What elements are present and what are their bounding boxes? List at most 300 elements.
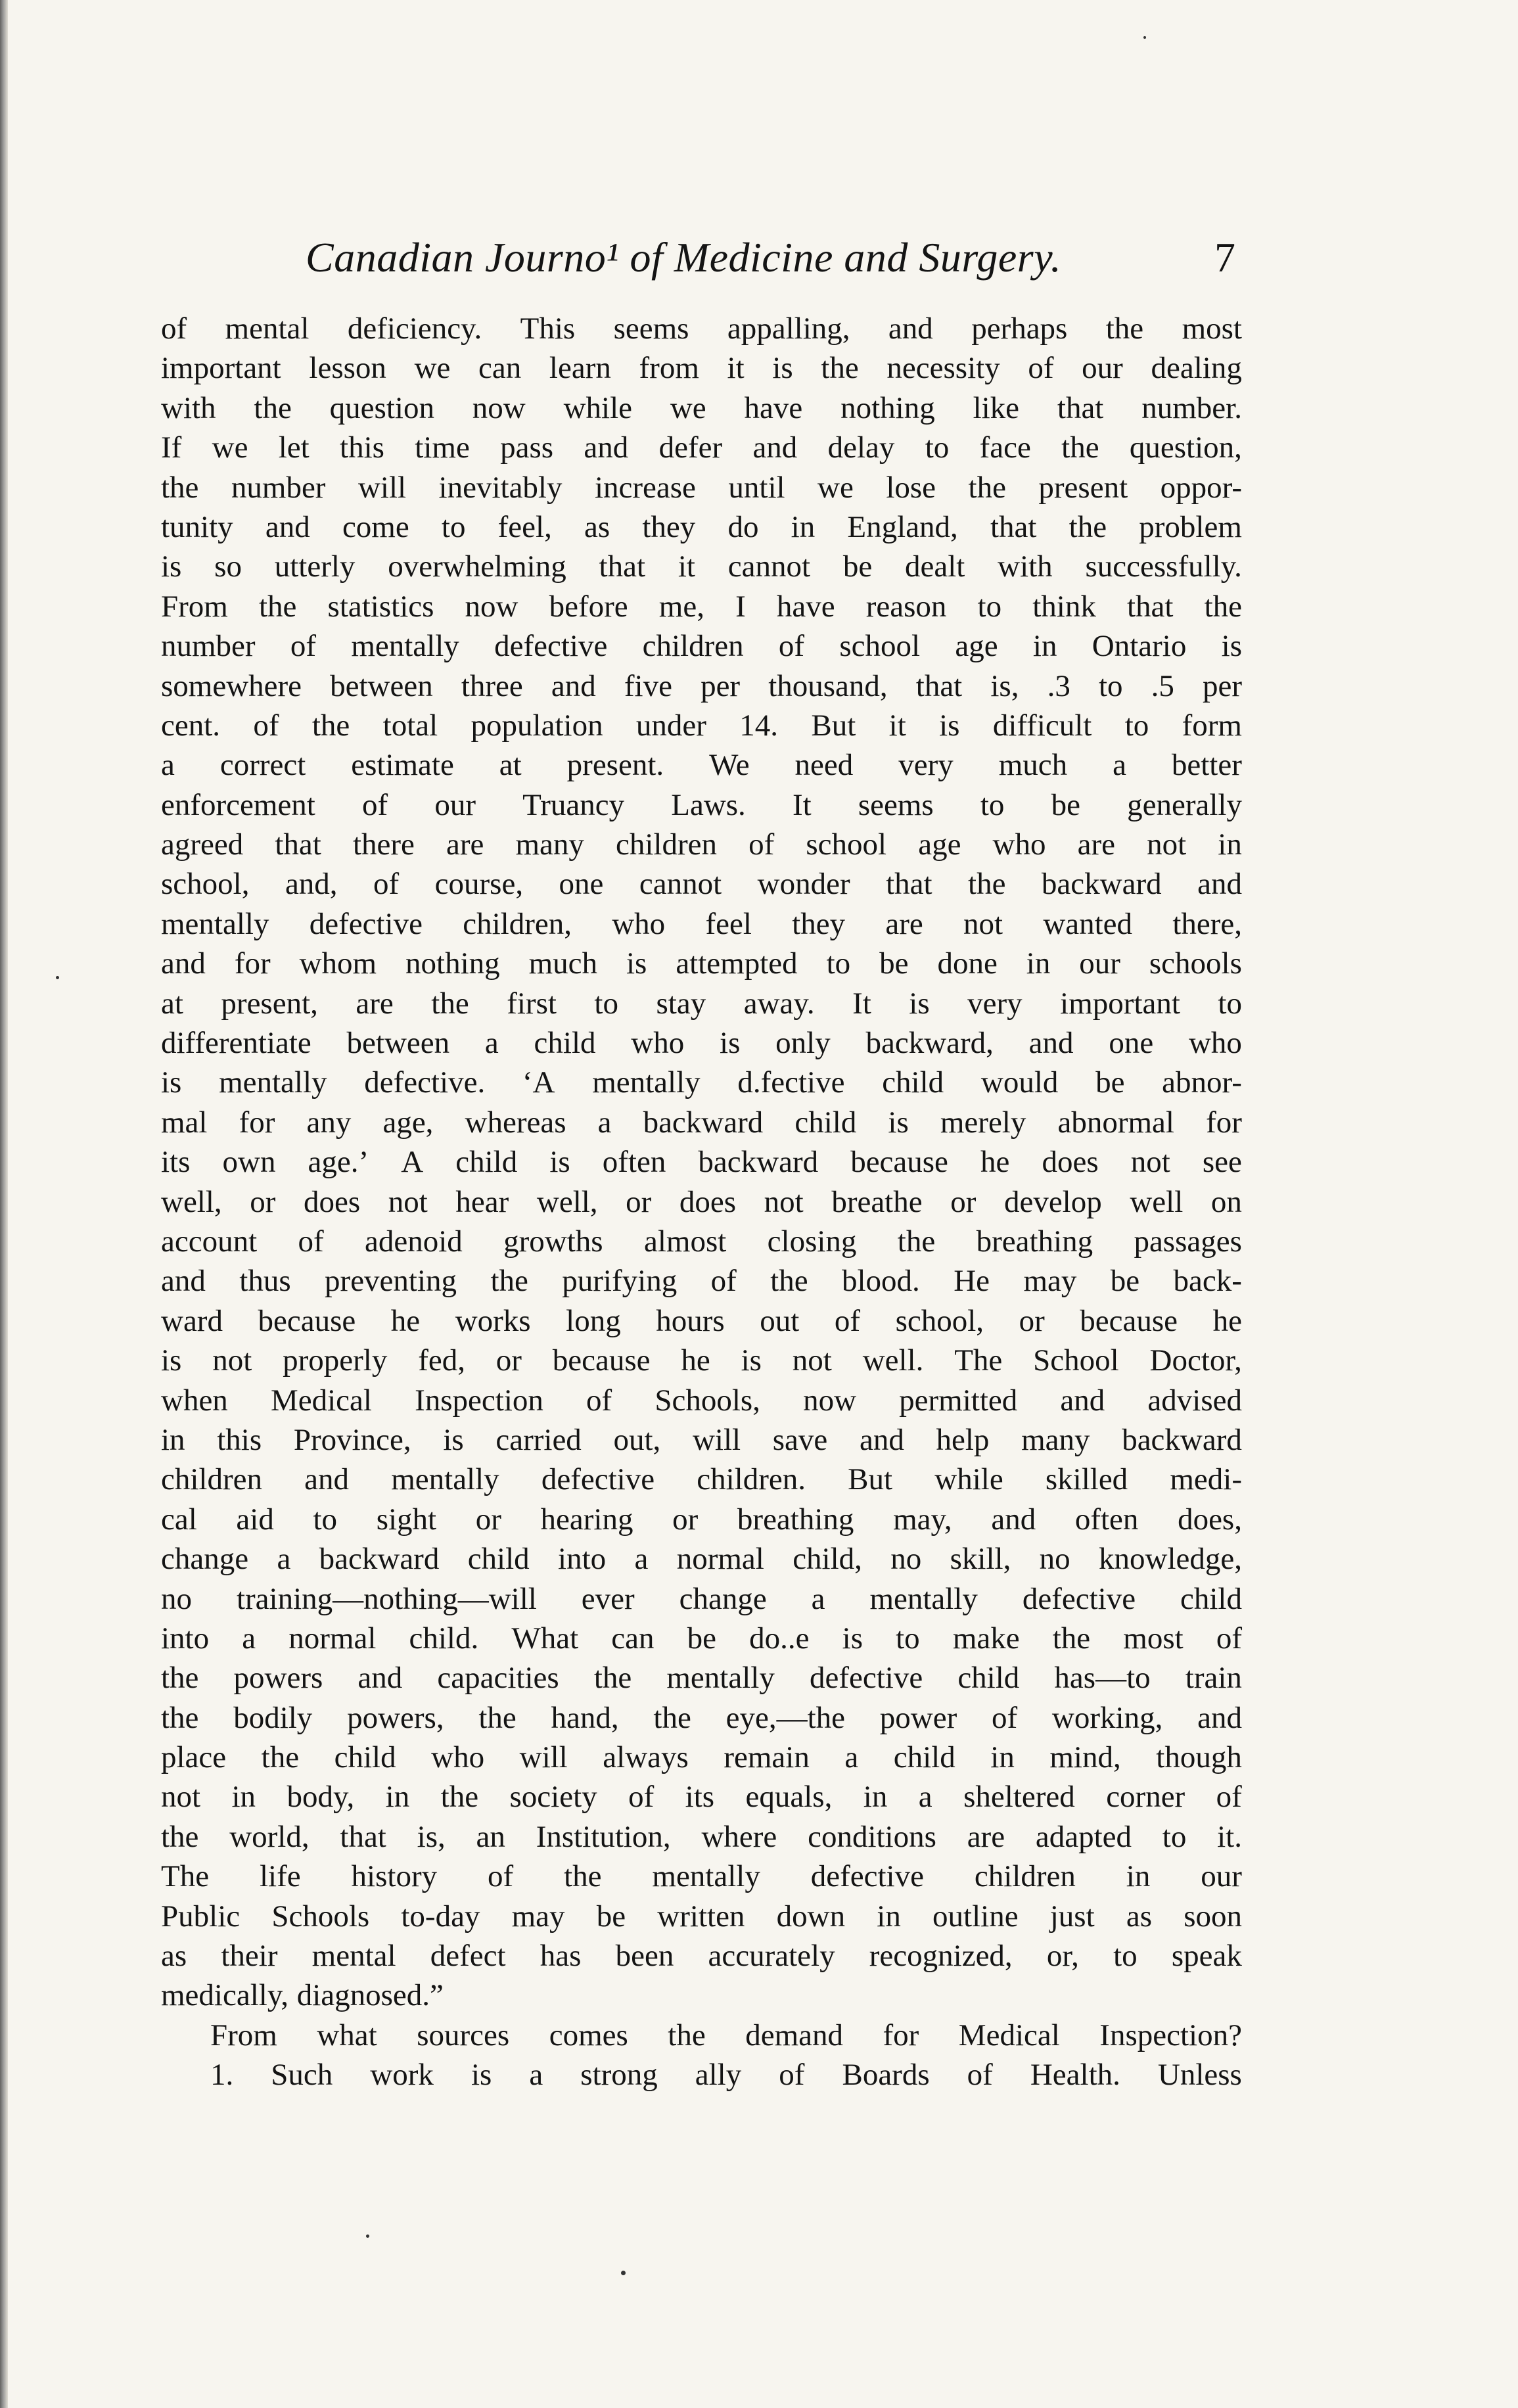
word: a [597, 1105, 612, 1140]
word: on [1210, 1184, 1242, 1219]
text-line [161, 1777, 1242, 1817]
text-line [161, 626, 1242, 666]
word: one [1109, 1026, 1154, 1061]
word: hand, [551, 1700, 619, 1735]
word: a [161, 748, 175, 783]
word: there, [1172, 906, 1242, 941]
word: that [886, 867, 932, 902]
word: schools [1149, 946, 1242, 981]
word: of [290, 629, 317, 664]
word: out, [613, 1422, 661, 1457]
word: first [507, 986, 557, 1021]
word: or [495, 1343, 522, 1378]
word: reason [865, 589, 947, 624]
word: help [936, 1422, 990, 1457]
word: that [990, 509, 1037, 544]
word: medically, [161, 1978, 289, 2013]
word: sheltered [963, 1780, 1075, 1815]
word: normal [288, 1621, 377, 1656]
word: that [915, 668, 963, 703]
word: or [475, 1502, 501, 1537]
word: save [772, 1422, 828, 1457]
word: From [210, 2018, 277, 2052]
word: in [231, 1780, 256, 1815]
word: feel [705, 906, 752, 941]
word: we [817, 470, 854, 505]
word: who [992, 827, 1046, 862]
word: is [720, 1026, 741, 1061]
word: thousand, [768, 668, 888, 703]
word: or [250, 1184, 276, 1219]
word: number [161, 629, 256, 664]
word: child [334, 1740, 396, 1775]
word: diagnosed.” [296, 1978, 444, 2013]
word: when [161, 1383, 228, 1418]
text-line [161, 1142, 1242, 1182]
word: no [1039, 1542, 1070, 1577]
text-line [161, 1420, 1242, 1460]
word: ally [695, 2058, 742, 2093]
word: a [918, 1780, 932, 1815]
word: world, [229, 1819, 310, 1854]
word: demand [745, 2018, 843, 2052]
word: many [515, 827, 584, 862]
word: is, [417, 1819, 446, 1854]
word: powers [233, 1661, 323, 1696]
page-number: 7 [1214, 234, 1235, 281]
word: to-day [401, 1899, 480, 1933]
text-line [161, 666, 1242, 706]
word: breathing [737, 1502, 854, 1537]
word: statistics [327, 589, 434, 624]
word: any [306, 1105, 352, 1140]
word: at [161, 986, 183, 1021]
word: lose [886, 470, 936, 505]
word: mentally [351, 629, 459, 664]
word: much [528, 946, 598, 981]
word: 14. [739, 708, 779, 743]
word: the [431, 986, 469, 1021]
word: no [890, 1542, 922, 1577]
word: It [852, 986, 871, 1021]
word: adapted [1035, 1819, 1132, 1854]
word: away. [743, 986, 815, 1021]
word: a [529, 2058, 543, 2093]
word: to [1113, 1939, 1138, 1974]
word: because [850, 1145, 948, 1180]
word: much [998, 748, 1068, 783]
word: or [672, 1502, 699, 1537]
word: is [842, 1621, 863, 1656]
word: to [441, 509, 466, 544]
word: and [265, 509, 310, 544]
word: of [488, 1859, 514, 1894]
word: of [586, 1383, 612, 1418]
word: work [370, 2058, 434, 2093]
word: blood. [842, 1264, 920, 1299]
word: of [967, 2058, 993, 2093]
text-line [161, 547, 1242, 586]
word: children. [697, 1462, 806, 1497]
text-line [161, 388, 1242, 428]
word: of [710, 1264, 737, 1299]
word: children [642, 629, 744, 664]
word: Ontario [1092, 629, 1187, 664]
word: in [791, 509, 816, 544]
word: and [991, 1502, 1036, 1537]
word: mentally [666, 1661, 775, 1696]
word: of [373, 867, 400, 902]
word: our [1079, 946, 1120, 981]
word: age, [382, 1105, 434, 1140]
word: estimate [351, 748, 454, 783]
text-line [161, 1897, 1242, 1936]
word: he [390, 1303, 421, 1338]
word: school, [895, 1303, 984, 1338]
word: From [161, 589, 228, 624]
word: they [642, 509, 696, 544]
text-line [161, 1936, 1242, 1976]
word: or [626, 1184, 652, 1219]
word: overwhelming [388, 549, 566, 584]
word: will [519, 1740, 568, 1775]
word: to [313, 1502, 338, 1537]
word: The [161, 1859, 210, 1894]
word: and [304, 1462, 350, 1497]
word: its [685, 1780, 715, 1815]
word: no [161, 1581, 192, 1616]
word: backward [1041, 867, 1162, 902]
word: it [888, 708, 906, 743]
word: down [776, 1899, 846, 1933]
word: written [657, 1899, 745, 1933]
word: this [340, 430, 384, 465]
word: defective [810, 1859, 924, 1894]
word: and [357, 1661, 403, 1696]
word: of [161, 312, 187, 346]
word: of [779, 2058, 805, 2093]
word: he [980, 1145, 1010, 1180]
word: now [803, 1383, 857, 1418]
word: power [879, 1700, 957, 1735]
word: mentally [869, 1581, 978, 1616]
word: Schools [271, 1899, 370, 1933]
word: necessity [886, 351, 1000, 386]
word: with [161, 390, 216, 425]
text-line [161, 1698, 1242, 1738]
word: while [563, 390, 633, 425]
word: total [382, 708, 438, 743]
word: backward [698, 1145, 819, 1180]
word: to [1162, 1819, 1187, 1854]
text-line [161, 1222, 1242, 1261]
word: will [692, 1422, 741, 1457]
word: is [161, 549, 182, 584]
word: well. [862, 1343, 924, 1378]
word: body, [287, 1780, 355, 1815]
word: strong [580, 2058, 658, 2093]
word: Province, [293, 1422, 411, 1457]
word: feel, [497, 509, 552, 544]
word: can [478, 351, 522, 386]
word: to [925, 430, 950, 465]
word: and, [285, 867, 338, 902]
word: passages [1134, 1224, 1242, 1259]
word: of [628, 1780, 655, 1815]
word: because [258, 1303, 356, 1338]
word: be [842, 549, 873, 584]
word: bodily [233, 1700, 313, 1735]
word: children [616, 827, 717, 862]
word: done [937, 946, 998, 981]
word: to [1218, 986, 1242, 1021]
body-text [161, 309, 1242, 2095]
word: many [1021, 1422, 1090, 1457]
word: A [401, 1145, 424, 1180]
word: Institution, [536, 1819, 671, 1854]
word: as [161, 1939, 187, 1974]
text-line [161, 1658, 1242, 1698]
word: be [687, 1621, 717, 1656]
word: see [1202, 1145, 1242, 1180]
word: to [1098, 668, 1123, 703]
word: the [653, 1700, 691, 1735]
word: to [1124, 708, 1149, 743]
word: thus [239, 1264, 291, 1299]
word: the [897, 1224, 936, 1259]
word: not [963, 906, 1003, 941]
text-line [161, 2016, 1242, 2055]
word: and [161, 1264, 206, 1299]
word: advised [1147, 1383, 1242, 1418]
word: Public [161, 1899, 241, 1933]
word: and [752, 430, 798, 465]
word: may, [893, 1502, 952, 1537]
word: are [1077, 827, 1115, 862]
word: not [1130, 1145, 1170, 1180]
word: mentally [592, 1065, 701, 1100]
word: properly [283, 1343, 388, 1378]
word: course, [434, 867, 524, 902]
word: children [974, 1859, 1076, 1894]
word: d.fective [737, 1065, 845, 1100]
journal-title: Canadian Journo¹ of Medicine and Surgery. [306, 234, 1062, 281]
word: differentiate [161, 1026, 311, 1061]
word: perhaps [971, 312, 1068, 346]
word: are [446, 827, 484, 862]
word: Truancy [522, 787, 625, 822]
word: this [217, 1422, 262, 1457]
word: a [277, 1542, 291, 1577]
word: into [558, 1542, 607, 1577]
word: tunity [161, 509, 233, 544]
word: for [239, 1105, 275, 1140]
word: not [764, 1184, 804, 1219]
word: from [639, 351, 699, 386]
word: in [877, 1899, 901, 1933]
word: breathe [831, 1184, 923, 1219]
text-line [161, 587, 1242, 626]
word: inevitably [438, 470, 563, 505]
word: and [888, 312, 933, 346]
word: knowledge, [1099, 1542, 1242, 1577]
word: mental [311, 1939, 396, 1974]
word: Doctor, [1149, 1343, 1242, 1378]
word: only [775, 1026, 831, 1061]
word: account [161, 1224, 258, 1259]
word: with [998, 549, 1053, 584]
word: three [461, 668, 523, 703]
word: England, [847, 509, 958, 544]
word: between [330, 668, 433, 703]
word: the [564, 1859, 602, 1894]
word: are [885, 906, 923, 941]
word: of [1028, 351, 1054, 386]
text-line [161, 1500, 1242, 1539]
word: defective [494, 629, 608, 664]
word: the [821, 351, 859, 386]
word: is [1221, 629, 1242, 664]
word: defer [658, 430, 723, 465]
word: growths [503, 1224, 603, 1259]
word: eye,—the [725, 1700, 845, 1735]
word: that [275, 827, 321, 862]
scanned-binding-edge [0, 0, 8, 2408]
text-line [161, 1738, 1242, 1777]
word: mal [161, 1105, 208, 1140]
word: breathing [976, 1224, 1093, 1259]
word: to [980, 787, 1005, 822]
word: be [1051, 787, 1080, 822]
word: powers, [347, 1700, 444, 1735]
word: is, [990, 668, 1019, 703]
word: Health. [1030, 2058, 1120, 2093]
word: make [952, 1621, 1020, 1656]
word: the [1204, 589, 1242, 624]
word: now [472, 390, 526, 425]
word: the [161, 1700, 199, 1735]
word: This [520, 312, 576, 346]
word: increase [594, 470, 696, 505]
word: almost [643, 1224, 727, 1259]
word: the [1061, 430, 1099, 465]
word: the [254, 390, 292, 425]
text-line [161, 1976, 1242, 2015]
word: hours [656, 1303, 725, 1338]
word: Such [271, 2058, 333, 2093]
word: now [465, 589, 518, 624]
scan-speck [621, 2271, 626, 2275]
text-line [161, 468, 1242, 507]
word: age.’ [308, 1145, 369, 1180]
word: of [1216, 1780, 1242, 1815]
text-line [161, 1261, 1242, 1301]
word: does [304, 1184, 361, 1219]
word: place [161, 1740, 227, 1775]
word: between [346, 1026, 450, 1061]
word: better [1171, 748, 1242, 783]
word: defect [430, 1939, 506, 1974]
word: that [1057, 390, 1104, 425]
word: the [258, 589, 297, 624]
word: their [221, 1939, 278, 1974]
word: who [612, 906, 666, 941]
word: successfully. [1085, 549, 1242, 584]
word: seems [613, 312, 689, 346]
word: child [534, 1026, 596, 1061]
word: and [161, 946, 206, 981]
word: what [317, 2018, 377, 2052]
word: School [1033, 1343, 1119, 1378]
text-line [161, 1579, 1242, 1619]
word: hear [455, 1184, 509, 1219]
text-line [161, 1301, 1242, 1341]
word: mentally [161, 906, 269, 941]
word: think [1032, 589, 1096, 624]
word: is [888, 1105, 909, 1140]
word: it [727, 351, 745, 386]
word: stay [656, 986, 706, 1021]
word: are [356, 986, 394, 1021]
word: the [593, 1661, 632, 1696]
word: long [566, 1303, 621, 1338]
word: would [980, 1065, 1059, 1100]
word: child [455, 1145, 518, 1180]
word: sources [417, 2018, 510, 2052]
word: very [898, 748, 954, 783]
word: Boards [842, 2058, 930, 2093]
word: Medical [270, 1383, 372, 1418]
word: working, [1051, 1700, 1163, 1735]
word: in [863, 1780, 888, 1815]
word: pass [500, 430, 554, 465]
word: well [1130, 1184, 1184, 1219]
text-line [161, 944, 1242, 983]
word: somewhere [161, 668, 302, 703]
word: cent. [161, 708, 221, 743]
word: history [351, 1859, 438, 1894]
word: not [388, 1184, 428, 1219]
word: well, [161, 1184, 222, 1219]
word: the [968, 470, 1006, 505]
word: normal [676, 1542, 764, 1577]
word: there [352, 827, 415, 862]
word: But [848, 1462, 893, 1497]
word: a [242, 1621, 256, 1656]
text-line [161, 1341, 1242, 1380]
word: back- [1173, 1264, 1242, 1299]
word: agreed [161, 827, 244, 862]
word: skill, [950, 1542, 1011, 1577]
word: abnormal [1057, 1105, 1174, 1140]
word: ward [161, 1303, 223, 1338]
word: often [602, 1145, 666, 1180]
word: we [414, 351, 451, 386]
word: may [1023, 1264, 1077, 1299]
word: of [748, 827, 775, 862]
word: be [596, 1899, 626, 1933]
word: the [311, 708, 350, 743]
word: utterly [274, 549, 356, 584]
word: do..e [749, 1621, 810, 1656]
word: the [161, 1819, 199, 1854]
word: time [415, 430, 470, 465]
word: in [161, 1422, 185, 1457]
word: backward [643, 1105, 764, 1140]
word: to [896, 1621, 920, 1656]
text-line [161, 904, 1242, 944]
word: for [1206, 1105, 1242, 1140]
